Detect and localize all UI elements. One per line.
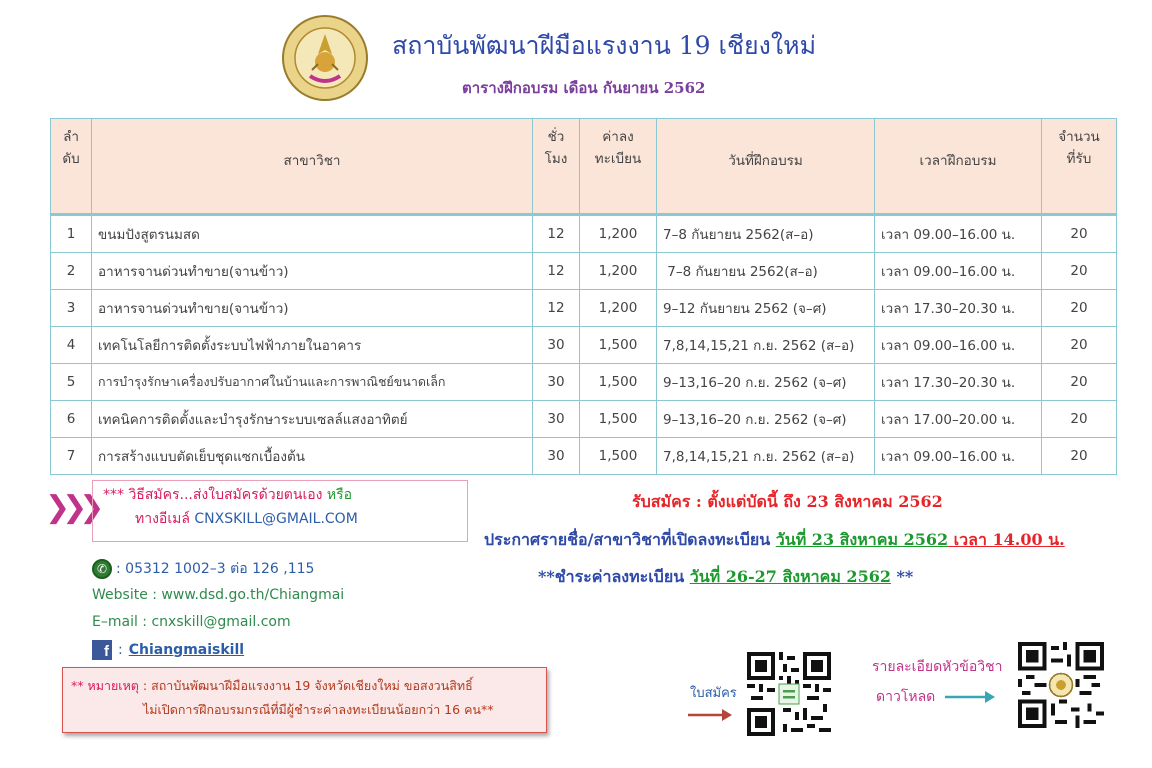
download-label: ดาวโหลด (876, 689, 936, 705)
registration-email[interactable]: CNXSKILL@GMAIL.COM (194, 511, 358, 527)
header-fee (580, 119, 657, 215)
cell-hours: 12 (533, 253, 580, 290)
cell-hours: 30 (533, 401, 580, 438)
triple-chevron-icon: ❯❯❯ (45, 490, 97, 525)
cell-course: การบำรุงรักษาเครื่องปรับอากาศในบ้านและการพาณิชย์ขนาดเล็ก (92, 364, 533, 401)
cell-no: 7 (51, 438, 92, 475)
header-hours-line1: ชั่ว (547, 129, 565, 145)
cell-seats: 20 (1042, 215, 1117, 253)
cell-hours: 12 (533, 215, 580, 253)
cell-seats: 20 (1042, 401, 1117, 438)
table-row (51, 438, 1117, 475)
cell-fee: 1,500 (580, 364, 657, 401)
cell-seats: 20 (1042, 327, 1117, 364)
website-link[interactable]: Website : www.dsd.go.th/Chiangmai (92, 587, 345, 603)
course-details-qr-code[interactable] (1018, 642, 1104, 728)
cell-no: 6 (51, 401, 92, 438)
cell-time: เวลา 09.00–16.00 น. (875, 438, 1042, 475)
header-dates-label: วันที่ฝึกอบรม (728, 153, 803, 169)
cell-fee: 1,500 (580, 401, 657, 438)
header-seats-line2: ที่รับ (1066, 151, 1092, 167)
cell-time: เวลา 09.00–16.00 น. (875, 253, 1042, 290)
table-header-row (51, 119, 1117, 215)
cell-fee: 1,200 (580, 215, 657, 253)
cell-course: ขนมปังสูตรนมสด (92, 215, 533, 253)
remark-text-2: ไม่เปิดการฝึกอบรมกรณีที่มีผู้ชำระค่าลงทะเบียนน้อยกว่า 16 คน** (143, 702, 494, 717)
announcement-prefix: ประกาศรายชื่อ/สาขาวิชาที่เปิดลงทะเบียน (484, 530, 776, 549)
payment-date: วันที่ 26-27 สิงหาคม 2562 (689, 567, 891, 586)
registration-line1 (103, 483, 457, 507)
header-fee-line1: ค่าลง (602, 129, 634, 145)
payment-suffix: ** (890, 567, 914, 586)
cell-time: เวลา 17.00–20.00 น. (875, 401, 1042, 438)
header-hours-line2: โมง (544, 151, 568, 167)
remark-line1 (71, 674, 538, 698)
dsd-logo (280, 14, 370, 102)
header-dates (657, 119, 875, 215)
registration-method-box (92, 480, 468, 542)
header-time-label: เวลาฝึกอบรม (919, 153, 997, 169)
cell-course: เทคนิคการติดตั้งและบำรุงรักษาระบบเซลล์แสงอาทิตย์ (92, 401, 533, 438)
header-fee-line2: ทะเบียน (594, 151, 642, 167)
phone-number: : 05312 1002–3 ต่อ 126 ,115 (116, 561, 315, 577)
payment-prefix: **ชำระค่าลงทะเบียน (538, 567, 690, 586)
course-details-label: รายละเอียดหัวข้อวิชา (872, 659, 1003, 675)
announcement-notice (484, 528, 1065, 553)
cell-seats: 20 (1042, 253, 1117, 290)
facebook-link[interactable]: Chiangmaiskill (128, 642, 245, 658)
arrow-right-icon (688, 708, 732, 722)
cell-dates: 9–13,16–20 ก.ย. 2562 (จ–ศ) (657, 364, 875, 401)
cell-seats: 20 (1042, 364, 1117, 401)
schedule-subtitle: ตารางฝึกอบรม เดือน กันยายน 2562 (462, 79, 706, 97)
cell-seats: 20 (1042, 290, 1117, 327)
cell-course: อาหารจานด่วนทำขาย(จานข้าว) (92, 253, 533, 290)
remark-box (62, 667, 547, 733)
cell-no: 4 (51, 327, 92, 364)
cell-hours: 30 (533, 438, 580, 475)
cell-time: เวลา 09.00–16.00 น. (875, 327, 1042, 364)
registration-or: หรือ (322, 487, 353, 503)
header-no-line1: ลำ (63, 129, 79, 145)
cell-no: 3 (51, 290, 92, 327)
application-period: รับสมัคร : ตั้งแต่บัดนี้ ถึง 23 สิงหาคม 2562 (632, 492, 943, 511)
cell-dates: 7–8 กันยายน 2562(ส–อ) (657, 215, 875, 253)
arrow-right-icon (945, 690, 995, 704)
table-row (51, 327, 1117, 364)
facebook-icon: f (92, 640, 112, 660)
header-hours (533, 119, 580, 215)
registration-email-prefix: ทางอีเมล์ (135, 511, 195, 527)
cell-hours: 30 (533, 327, 580, 364)
phone-contact (92, 558, 314, 580)
header-time (875, 119, 1042, 215)
cell-seats: 20 (1042, 438, 1117, 475)
payment-notice (538, 565, 913, 590)
phone-icon: ✆ (92, 559, 112, 579)
table-row (51, 290, 1117, 327)
cell-fee: 1,200 (580, 253, 657, 290)
remark-label: ** หมายเหตุ (71, 678, 139, 693)
training-schedule-table (50, 118, 1117, 475)
registration-prefix: *** วิธีสมัคร... (103, 487, 193, 503)
cell-hours: 12 (533, 290, 580, 327)
header-no-line2: ดับ (62, 151, 80, 167)
cell-dates: 7,8,14,15,21 ก.ย. 2562 (ส–อ) (657, 327, 875, 364)
facebook-contact (92, 640, 244, 660)
application-form-qr-code[interactable] (747, 652, 831, 736)
cell-fee: 1,500 (580, 438, 657, 475)
registration-in-person: ส่งใบสมัครด้วยตนเอง (192, 487, 323, 503)
cell-time: เวลา 17.30–20.30 น. (875, 364, 1042, 401)
table-row (51, 364, 1117, 401)
table-row (51, 215, 1117, 253)
cell-fee: 1,500 (580, 327, 657, 364)
cell-dates: 9–12 กันยายน 2562 (จ–ศ) (657, 290, 875, 327)
registration-line2 (103, 507, 457, 531)
email-contact[interactable]: E–mail : cnxskill@gmail.com (92, 614, 291, 630)
cell-no: 2 (51, 253, 92, 290)
institute-title: สถาบันพัฒนาฝีมือแรงงาน 19 เชียงใหม่ (392, 31, 817, 60)
header-no (51, 119, 92, 215)
header-course-label: สาขาวิชา (283, 153, 341, 169)
table-row (51, 401, 1117, 438)
table-row (51, 253, 1117, 290)
cell-course: การสร้างแบบตัดเย็บชุดแซกเบื้องต้น (92, 438, 533, 475)
cell-fee: 1,200 (580, 290, 657, 327)
remark-text-1: : สถาบันพัฒนาฝีมือแรงงาน 19 จังหวัดเชียงใหม่ ขอสงวนสิทธิ์ (138, 678, 473, 693)
cell-dates: 7,8,14,15,21 ก.ย. 2562 (ส–อ) (657, 438, 875, 475)
header-seats (1042, 119, 1117, 215)
cell-dates: 9–13,16–20 ก.ย. 2562 (จ–ศ) (657, 401, 875, 438)
announcement-date: วันที่ 23 สิงหาคม 2562 (775, 530, 949, 549)
application-form-label: ใบสมัคร (690, 686, 737, 701)
cell-dates: 7–8 กันยายน 2562(ส–อ) (657, 253, 875, 290)
cell-time: เวลา 09.00–16.00 น. (875, 215, 1042, 253)
cell-course: เทคโนโลยีการติดตั้งระบบไฟฟ้าภายในอาคาร (92, 327, 533, 364)
cell-time: เวลา 17.30–20.30 น. (875, 290, 1042, 327)
cell-no: 1 (51, 215, 92, 253)
cell-hours: 30 (533, 364, 580, 401)
cell-no: 5 (51, 364, 92, 401)
header-course (92, 119, 533, 215)
cell-course: อาหารจานด่วนทำขาย(จานข้าว) (92, 290, 533, 327)
header-seats-line1: จำนวน (1058, 129, 1100, 145)
facebook-separator: : (118, 642, 123, 658)
announcement-time: เวลา 14.00 น. (948, 530, 1065, 549)
